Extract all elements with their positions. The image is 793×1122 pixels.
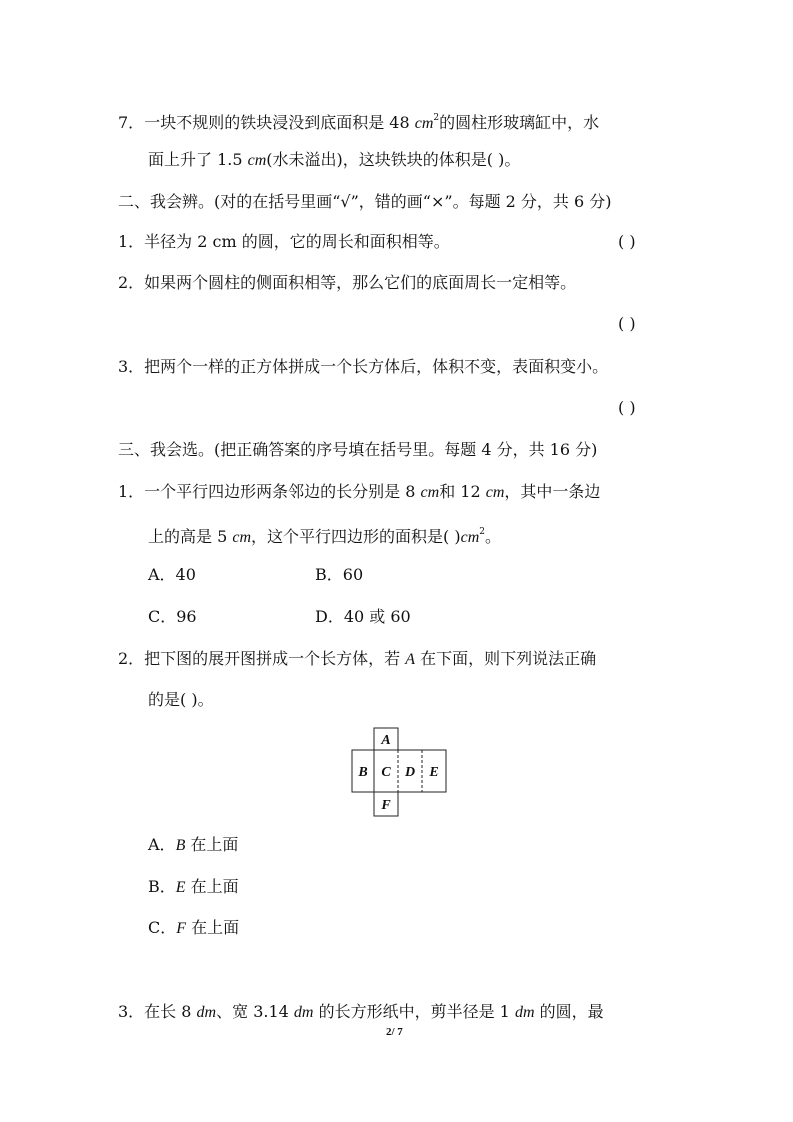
net-label-c: C (381, 765, 391, 780)
judge-item-3: 3．把两个一样的正方体拼成一个长方体后，体积不变，表面积变小。 (118, 357, 609, 376)
answer-paren-3[interactable]: ( ) (618, 398, 636, 417)
section2-title: 二、我会辨。(对的在括号里画“√”，错的画“×”。每题 2 分，共 6 分) (118, 192, 612, 211)
answer-paren-1[interactable]: ( ) (618, 232, 636, 251)
option-b: B．60 (315, 565, 364, 584)
net-label-d: D (404, 765, 416, 780)
cuboid-net-diagram (350, 726, 450, 818)
choice-q1-line1: 1．一个平行四边形两条邻边的长分别是 8 cm和 12 cm，其中一条边 (118, 482, 601, 501)
choice-q1-line2: 上的高是 5 cm，这个平行四边形的面积是( )$cm^2$。 (148, 527, 501, 546)
net-label-b: B (358, 765, 368, 780)
choice-q2-line2: 的是( )。 (148, 690, 214, 709)
choice-q3-line1: 3．在长 8 dm、宽 3.14 dm 的长方形纸中，剪半径是 1 dm 的圆，最 (118, 1002, 604, 1021)
net-label-f: F (381, 798, 391, 813)
option-d: D．40 或 60 (315, 607, 411, 626)
q2-option-c: C．F 在上面 (148, 918, 240, 937)
judge-item-1: 1．半径为 2 cm 的圆，它的周长和面积相等。 (118, 232, 450, 251)
q7-line2: 面上升了 1.5 cm(水未溢出)，这块铁块的体积是( )。 (148, 150, 521, 169)
option-a: A．40 (148, 565, 196, 584)
net-label-e: E (429, 765, 439, 780)
choice-q2-line1: 2．把下图的展开图拼成一个长方体，若 A 在下面，则下列说法正确 (118, 649, 597, 668)
q7-number: 7． (118, 113, 145, 132)
q7-line1: 7．一块不规则的铁块浸没到底面积是 48 $cm^2$的圆柱形玻璃缸中，水 (118, 113, 600, 132)
q2-option-b: B．E 在上面 (148, 877, 239, 896)
section3-title: 三、我会选。(把正确答案的序号填在括号里。每题 4 分，共 16 分) (118, 440, 598, 459)
page-number: 2/ 7 (386, 1026, 403, 1038)
net-label-a: A (381, 733, 391, 748)
option-c: C．96 (148, 607, 197, 626)
answer-paren-2[interactable]: ( ) (618, 314, 636, 333)
q2-option-a: A．B 在上面 (148, 835, 239, 854)
judge-item-2: 2．如果两个圆柱的侧面积相等，那么它们的底面周长一定相等。 (118, 273, 577, 292)
